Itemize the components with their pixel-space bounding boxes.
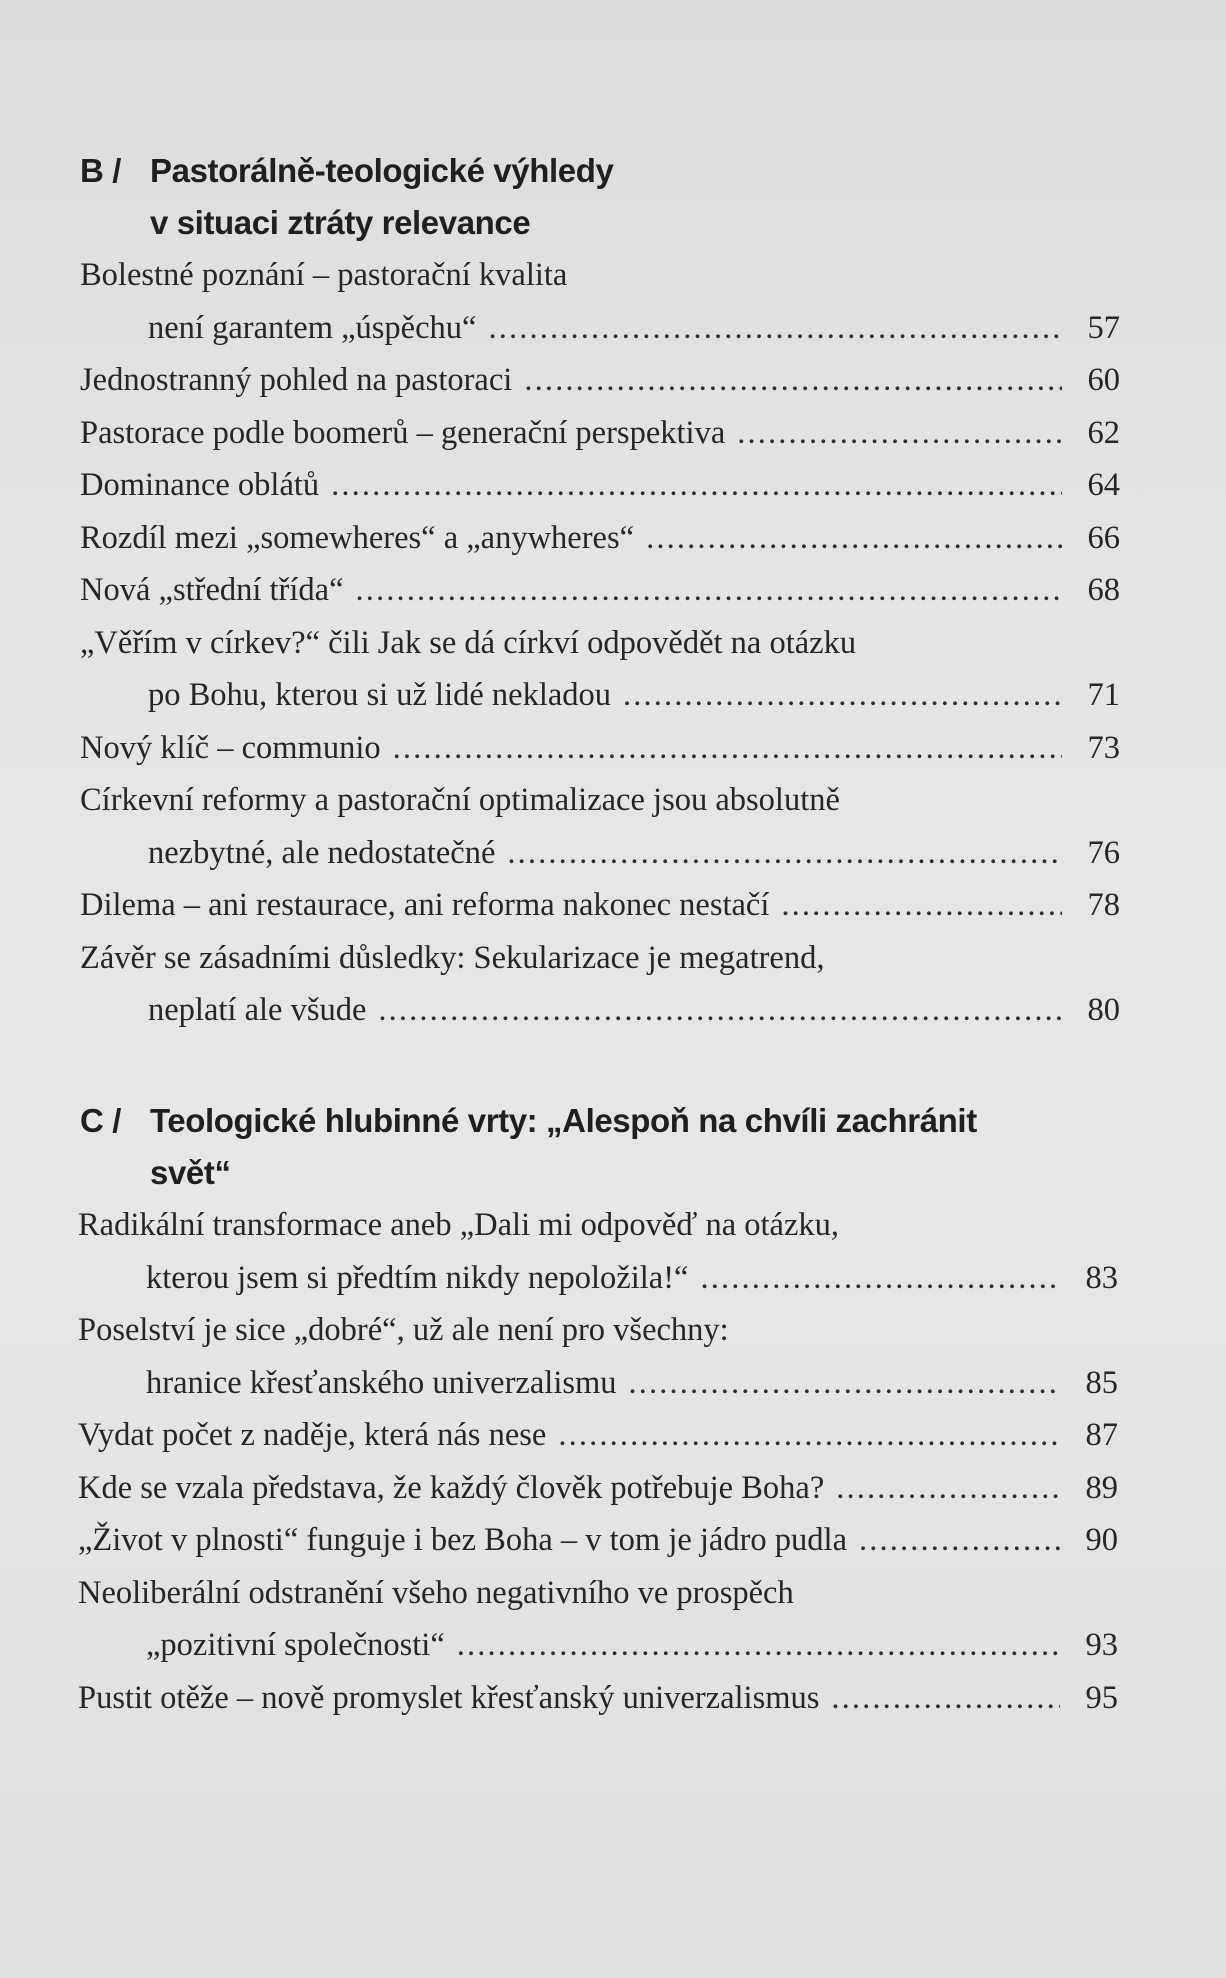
dot-leader — [457, 1619, 1060, 1672]
dot-leader — [488, 302, 1062, 355]
entry-title: Nová „střední třída“ — [80, 572, 344, 608]
page-number: 80 — [1087, 992, 1120, 1028]
page-number: 95 — [1085, 1679, 1118, 1716]
toc-entry[interactable] — [80, 354, 1120, 407]
page-number: 73 — [1087, 729, 1120, 766]
section-heading — [80, 145, 1226, 249]
page-number: 87 — [1085, 1417, 1118, 1453]
toc-entry-list — [0, 1199, 1226, 1724]
entry-title-line: po Bohu, kterou si už lidé nekladou — [148, 677, 612, 713]
dot-leader — [859, 1514, 1060, 1567]
entry-title-line: Radikální transformace aneb „Dali mi odpověď na otázku, — [78, 1207, 840, 1243]
page-number: 62 — [1087, 414, 1120, 451]
page-number: 66 — [1087, 519, 1120, 556]
toc-entry[interactable] — [78, 1199, 1118, 1304]
toc-entry[interactable] — [80, 879, 1120, 932]
entry-title-line: neplatí ale všude — [148, 992, 367, 1028]
page-number: 57 — [1087, 309, 1120, 346]
entry-title-line: Závěr se zásadními důsledky: Sekularizace je megatrend, — [80, 939, 825, 976]
page-number: 64 — [1087, 467, 1120, 503]
entry-title-line: kterou jsem si předtím nikdy nepoložila!“ — [146, 1259, 689, 1296]
page-number: 93 — [1085, 1627, 1118, 1663]
dot-leader — [356, 564, 1062, 617]
page-number: 60 — [1087, 362, 1120, 398]
page-number: 89 — [1085, 1469, 1118, 1506]
dot-leader — [737, 407, 1062, 460]
dot-leader — [831, 1672, 1060, 1725]
page-number: 76 — [1087, 834, 1120, 871]
entry-title-line: „Věřím v církev?“ čili Jak se dá církví odpovědět na otázku — [80, 624, 857, 661]
toc-entry[interactable] — [78, 1409, 1118, 1462]
toc-entry[interactable] — [80, 407, 1120, 460]
toc-entry[interactable] — [78, 1567, 1118, 1672]
toc-section-c — [0, 1095, 1226, 1724]
section-heading — [80, 1095, 1226, 1199]
entry-title-line: Neoliberální odstranění všeho negativního ve prospěch — [78, 1574, 794, 1611]
section-letter: C / — [80, 1102, 121, 1139]
entry-title: Nový klíč – communio — [80, 729, 381, 766]
toc-entry[interactable] — [80, 512, 1120, 565]
entry-title: Vydat počet z naděje, která nás nese — [78, 1417, 547, 1453]
toc-entry[interactable] — [78, 1514, 1118, 1567]
page-number: 71 — [1087, 677, 1120, 713]
toc-entry[interactable] — [78, 1672, 1118, 1725]
dot-leader — [781, 879, 1062, 932]
entry-title-line: hranice křesťanského univerzalismu — [146, 1364, 617, 1401]
page-number: 90 — [1085, 1522, 1118, 1558]
entry-title: Kde se vzala představa, že každý člověk potřebuje Boha? — [78, 1469, 825, 1506]
page-number: 78 — [1087, 887, 1120, 923]
dot-leader — [378, 984, 1062, 1037]
section-title-line: Pastorálně-teologické výhledy — [150, 152, 614, 189]
toc-entry[interactable] — [80, 459, 1120, 512]
toc-entry[interactable] — [80, 774, 1120, 879]
dot-leader — [507, 827, 1062, 880]
section-title-line: v situaci ztráty relevance — [150, 204, 531, 241]
toc-entry[interactable] — [78, 1462, 1118, 1515]
toc-entry-list — [0, 249, 1226, 1037]
toc-section-b — [0, 145, 1226, 1037]
toc-entry[interactable] — [80, 617, 1120, 722]
dot-leader — [646, 512, 1062, 565]
dot-leader — [331, 459, 1062, 512]
entry-title-line: není garantem „úspěchu“ — [148, 309, 477, 346]
dot-leader — [629, 1357, 1060, 1410]
section-title-line: Teologické hlubinné vrty: „Alespoň na chvíli zachránit svět“ — [150, 1102, 977, 1191]
entry-title: Dominance oblátů — [80, 467, 320, 503]
entry-title-line: Bolestné poznání – pastorační kvalita — [80, 257, 568, 293]
dot-leader — [558, 1409, 1060, 1462]
entry-title: Dilema – ani restaurace, ani reforma nakonec nestačí — [80, 887, 770, 923]
toc-entry[interactable] — [80, 564, 1120, 617]
dot-leader — [836, 1462, 1060, 1515]
entry-title: Pastorace podle boomerů – generační perspektiva — [80, 414, 726, 451]
page-number: 85 — [1085, 1364, 1118, 1401]
entry-title-line: Poselství je sice „dobré“, už ale není pro všechny: — [78, 1312, 729, 1348]
dot-leader — [700, 1252, 1060, 1305]
entry-title: Jednostranný pohled na pastoraci — [80, 362, 513, 398]
entry-title: Pustit otěže – nově promyslet křesťanský univerzalismus — [78, 1679, 820, 1716]
toc-entry[interactable] — [80, 722, 1120, 775]
section-letter: B / — [80, 152, 121, 189]
entry-title: „Život v plnosti“ funguje i bez Boha – v tom je jádro pudla — [78, 1522, 848, 1558]
entry-title-line: Církevní reformy a pastorační optimalizace jsou absolutně — [80, 782, 840, 818]
page-number: 68 — [1087, 572, 1120, 608]
dot-leader — [524, 354, 1062, 407]
page-number: 83 — [1085, 1259, 1118, 1296]
toc-entry[interactable] — [80, 249, 1120, 354]
toc-entry[interactable] — [80, 932, 1120, 1037]
dot-leader — [623, 669, 1062, 722]
dot-leader — [393, 722, 1062, 775]
entry-title-line: nezbytné, ale nedostatečné — [148, 834, 496, 871]
entry-title: Rozdíl mezi „somewheres“ a „anywheres“ — [80, 519, 635, 556]
toc-entry[interactable] — [78, 1304, 1118, 1409]
entry-title-line: „pozitivní společnosti“ — [146, 1627, 445, 1663]
